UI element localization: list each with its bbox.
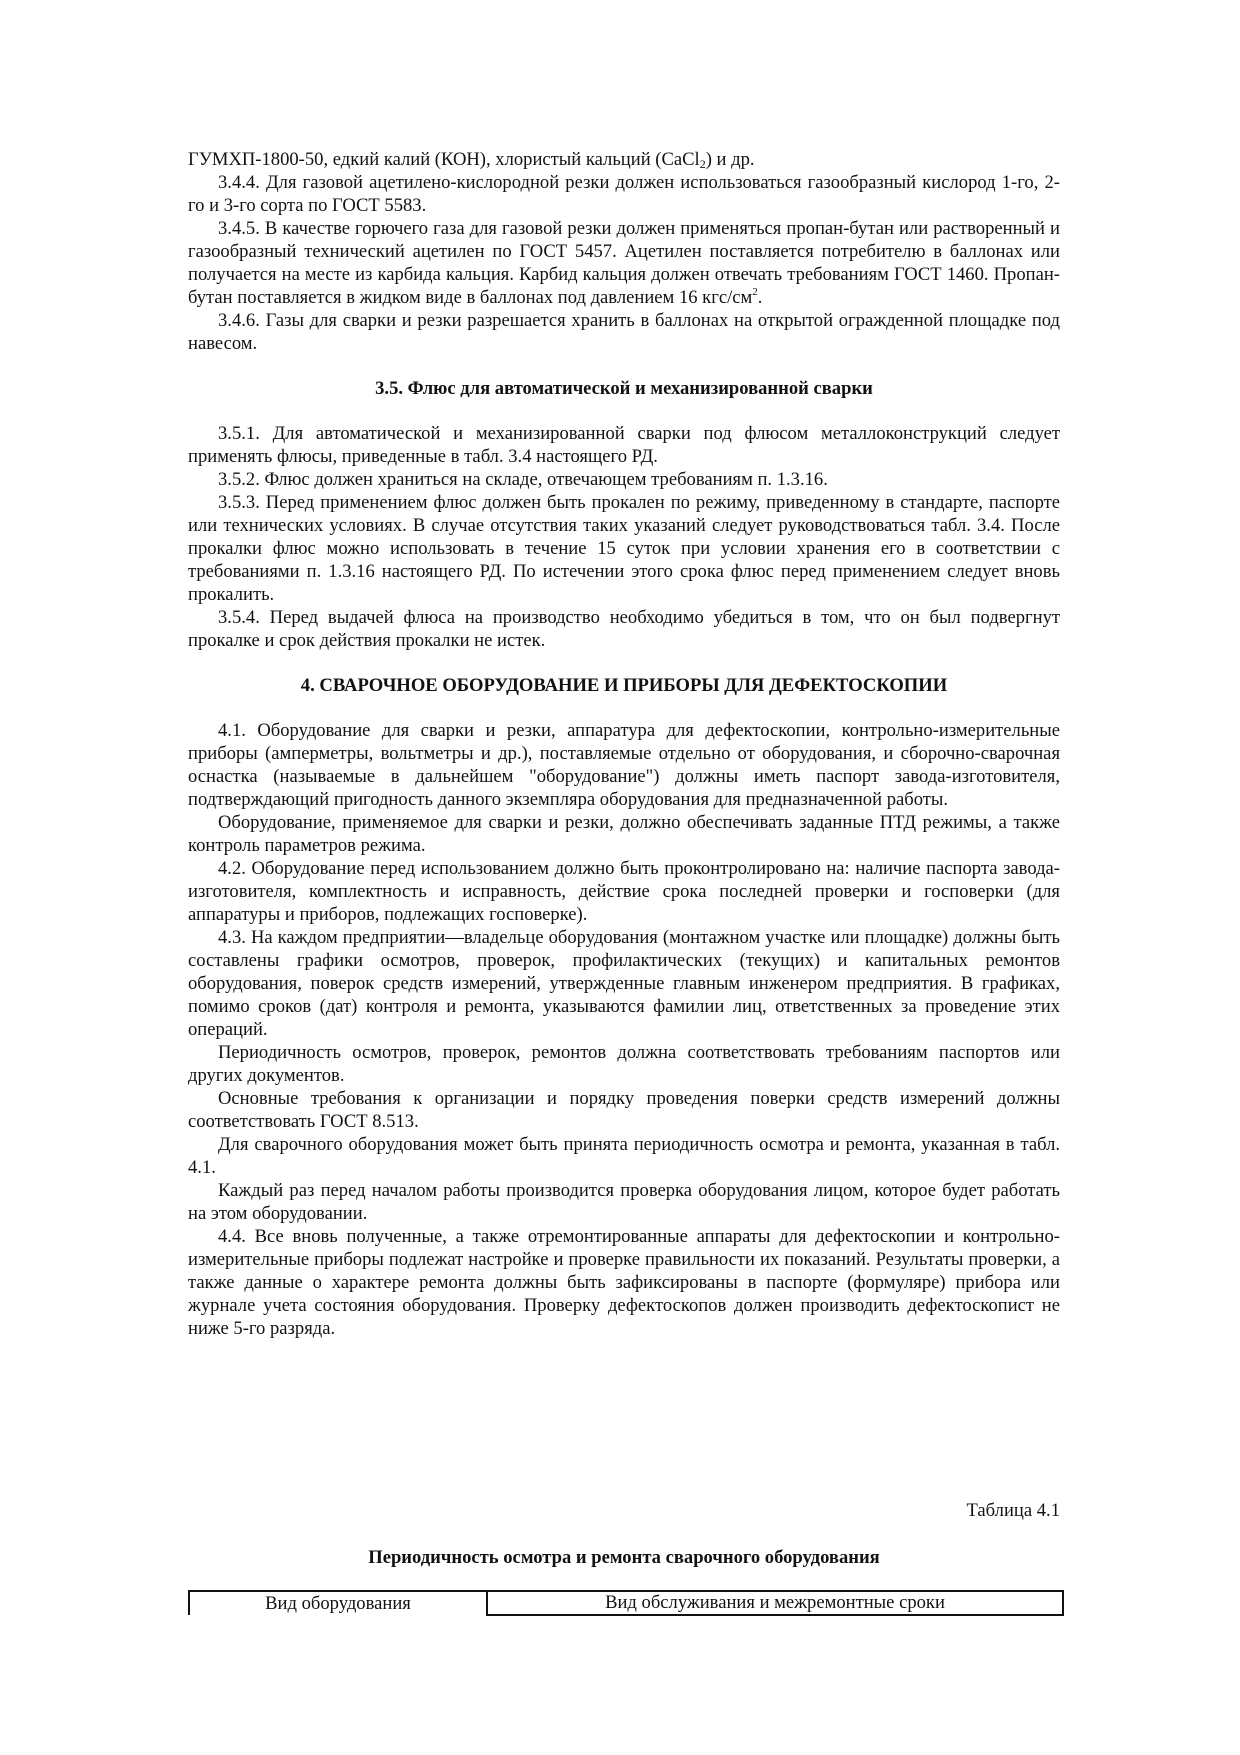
- paragraph-3-5-3: 3.5.3. Перед применением флюс должен быть прокален по режиму, приведенному в стандарте, паспорте или технических условиях. В случае отсутствия таких указаний следует руководствоваться табл. 3.4. После прокалки флюс можно использовать в течение 15 суток при условии хранения его в соответствии с требованиями п. 1.3.16 настоящего РД. По истечении этого срока флюс перед применением следует вновь прокалить.: [188, 492, 1060, 605]
- paragraph-4-3-periodicity: Периодичность осмотров, проверок, ремонтов должна соответствовать требованиям паспортов или других документов.: [188, 1042, 1060, 1086]
- paragraph-4-1: 4.1. Оборудование для сварки и резки, аппаратура для дефектоскопии, контрольно-измерительные приборы (амперметры, вольтметры и др.), поставляемые отдельно от оборудования, и сборочно-сварочная оснастка (называемые в дальнейшем "оборудование") должны иметь паспорт завода-изготовителя, подтверждающий пригодность данного экземпляра оборудования для предназначенной работы.: [188, 720, 1060, 810]
- paragraph-3-4-5: 3.4.5. В качестве горючего газа для газовой резки должен применяться пропан-бутан или растворенный и газообразный технический ацетилен по ГОСТ 5457. Ацетилен поставляется потребителю в баллонах или получается на месте из карбида кальция. Карбид кальция должен отвечать требованиям ГОСТ 1460. Пропан-бутан поставляется в жидком виде в баллонах под давлением 16 кгс/$см^2$.: [188, 218, 1060, 308]
- paragraph-gas-absorbers: ГУМХП-1800-50, едкий калий (КОН), хлористый кальций (CaCl$_2$) и др.: [188, 149, 755, 171]
- maintenance-table: [188, 1590, 1064, 1616]
- paragraph-3-5-4: 3.5.4. Перед выдачей флюса на производство необходимо убедиться в том, что он был подвергнут прокалке и срок действия прокалки не истек.: [188, 607, 1060, 651]
- paragraph-4-3-verification: Основные требования к организации и порядку проведения поверки средств измерений должны соответствовать ГОСТ 8.513.: [188, 1088, 1060, 1132]
- table-caption: Таблица 4.1: [966, 1500, 1060, 1521]
- paragraph-4-3: 4.3. На каждом предприятии—владельце оборудования (монтажном участке или площадке) должны быть составлены графики осмотров, проверок, профилактических (текущих) и капитальных ремонтов оборудования, поверок средств измерений, утвержденные главным инженером предприятия. В графиках, помимо сроков (дат) контроля и ремонта, указываются фамилии лиц, ответственных за проведение этих операций.: [188, 927, 1060, 1040]
- paragraph-4-4: 4.4. Все вновь полученные, а также отремонтированные аппараты для дефектоскопии и контрольно-измерительные приборы подлежат настройке и проверке правильности их показаний. Результаты проверки, а также данные о характере ремонта должны быть зафиксированы в паспорте (формуляре) прибора или журнале учета состояния оборудования. Проверку дефектоскопов должен производить дефектоскопист не ниже 5-го разряда.: [188, 1226, 1060, 1339]
- paragraph-3-4-4: 3.4.4. Для газовой ацетилено-кислородной резки должен использоваться газообразный кислород 1-го, 2-го и 3-го сорта по ГОСТ 5583.: [188, 172, 1060, 216]
- chapter-heading-4: 4. СВАРОЧНОЕ ОБОРУДОВАНИЕ И ПРИБОРЫ ДЛЯ ДЕФЕКТОСКОПИИ: [300, 675, 948, 696]
- paragraph-4-1-modes: Оборудование, применяемое для сварки и резки, должно обеспечивать заданные ПТД режимы, а также контроль параметров режима.: [188, 812, 1060, 856]
- paragraph-4-3-table-ref: Для сварочного оборудования может быть принята периодичность осмотра и ремонта, указанная в табл. 4.1.: [188, 1134, 1060, 1178]
- table-title: Периодичность осмотра и ремонта сварочного оборудования: [368, 1547, 880, 1568]
- document-body: [188, 148, 1060, 1340]
- section-heading-3-5: 3.5. Флюс для автоматической и механизированной сварки: [375, 378, 873, 399]
- paragraph-4-3-daily-check: Каждый раз перед началом работы производится проверка оборудования лицом, которое будет работать на этом оборудовании.: [188, 1180, 1060, 1224]
- table-header-row: [189, 1591, 1063, 1615]
- table-header-equipment-type: Вид оборудования: [189, 1591, 487, 1615]
- paragraph-3-4-6: 3.4.6. Газы для сварки и резки разрешается хранить в баллонах на открытой огражденной площадке под навесом.: [188, 310, 1060, 354]
- paragraph-3-5-2: 3.5.2. Флюс должен храниться на складе, отвечающем требованиям п. 1.3.16.: [218, 469, 828, 490]
- paragraph-3-5-1: 3.5.1. Для автоматической и механизированной сварки под флюсом металлоконструкций следует применять флюсы, приведенные в табл. 3.4 настоящего РД.: [188, 423, 1060, 467]
- paragraph-4-2: 4.2. Оборудование перед использованием должно быть проконтролировано на: наличие паспорта завода-изготовителя, комплектность и исправность, действие срока последней проверки и госповерки (для аппаратуры и приборов, подлежащих госповерке).: [188, 858, 1060, 925]
- table-header-service-type: Вид обслуживания и межремонтные сроки: [487, 1591, 1063, 1615]
